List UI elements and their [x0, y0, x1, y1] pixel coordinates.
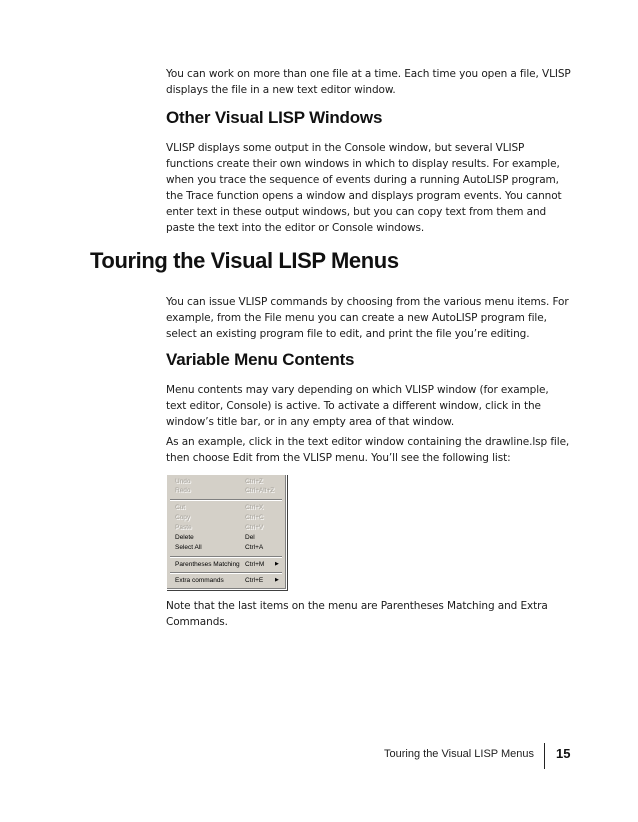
submenu-arrow-icon: ▶: [275, 577, 279, 583]
menu-item-parentheses-matching: [167, 561, 286, 570]
menu-separator: [170, 499, 282, 501]
heading-variable-menu-contents: Variable Menu Contents: [166, 350, 355, 369]
menu-item-label: Undo: [175, 478, 191, 485]
menu-item-copy: [167, 514, 286, 523]
heading-other-visual-lisp-windows: Other Visual LISP Windows: [166, 108, 383, 127]
menu-item-shortcut: Ctrl+E: [245, 577, 264, 584]
intro-paragraph: You can work on more than one file at a time. Each time you open a file, VLISP displays the file in a new text editor window.: [166, 68, 571, 96]
running-footer-title: Touring the Visual LISP Menus: [384, 748, 535, 760]
menu-item-label: Cut: [175, 504, 186, 511]
menu-item-cut: [167, 504, 286, 513]
menu-separator: [170, 556, 282, 558]
menu-item-delete: [167, 534, 286, 543]
menu-item-redo: [167, 487, 286, 496]
menu-item-shortcut: Ctrl+M: [245, 561, 265, 568]
menu-item-shortcut: Ctrl+V: [245, 524, 264, 531]
menu-item-label: Paste: [175, 524, 192, 531]
menu-item-select-all: [167, 544, 286, 553]
menu-item-label: Parentheses Matching: [175, 561, 240, 568]
after-figure-paragraph: Note that the last items on the menu are Parentheses Matching and Extra Commands.: [166, 600, 548, 628]
menu-item-paste: [167, 524, 286, 533]
menu-item-label: Select All: [175, 544, 202, 551]
menu-item-shortcut: Ctrl+C: [245, 514, 264, 521]
menu-item-label: Redo: [175, 487, 191, 494]
footer-divider: [544, 743, 545, 769]
menu-item-shortcut: Ctrl+Alt+Z: [245, 487, 275, 494]
submenu-arrow-icon: ▶: [275, 561, 279, 567]
menu-item-label: Delete: [175, 534, 194, 541]
menu-item-shortcut: Ctrl+X: [245, 504, 264, 511]
menu-separator: [170, 572, 282, 574]
menu-item-undo: [167, 478, 286, 487]
menu-item-extra-commands: [167, 577, 286, 586]
console-windows-paragraph: VLISP displays some output in the Console window, but several VLISP functions create their own windows in which to display results. For example, when you trace the sequence of events during a running AutoLISP program, the Trace function opens a window and displays program events. You cannot enter text in these output windows, but you can copy text from them and paste the text into the editor or Console windows.: [166, 142, 562, 234]
menu-item-shortcut: Ctrl+A: [245, 544, 264, 551]
heading-touring-menus: Touring the Visual LISP Menus: [90, 248, 399, 273]
menus-paragraph: You can issue VLISP commands by choosing from the various menu items. For example, from the File menu you can create a new AutoLISP program file, select an existing program file to edit, and print the file you’re editing.: [166, 296, 569, 340]
edit-menu-figure: [166, 474, 287, 590]
menu-item-shortcut: Del: [245, 534, 255, 541]
menu-contents-paragraph: Menu contents may vary depending on which VLISP window (for example, text editor, Console) is active. To activate a different window, click in the window’s title bar, or in any empty area of that window.: [166, 384, 549, 428]
menu-item-label: Copy: [175, 514, 191, 521]
menu-item-shortcut: Ctrl+Z: [245, 478, 263, 485]
page-number: 15: [556, 746, 571, 761]
menu-item-label: Extra commands: [175, 577, 224, 584]
example-paragraph: As an example, click in the text editor window containing the drawline.lsp file, then choose Edit from the VLISP menu. You’ll see the following list:: [166, 436, 570, 464]
